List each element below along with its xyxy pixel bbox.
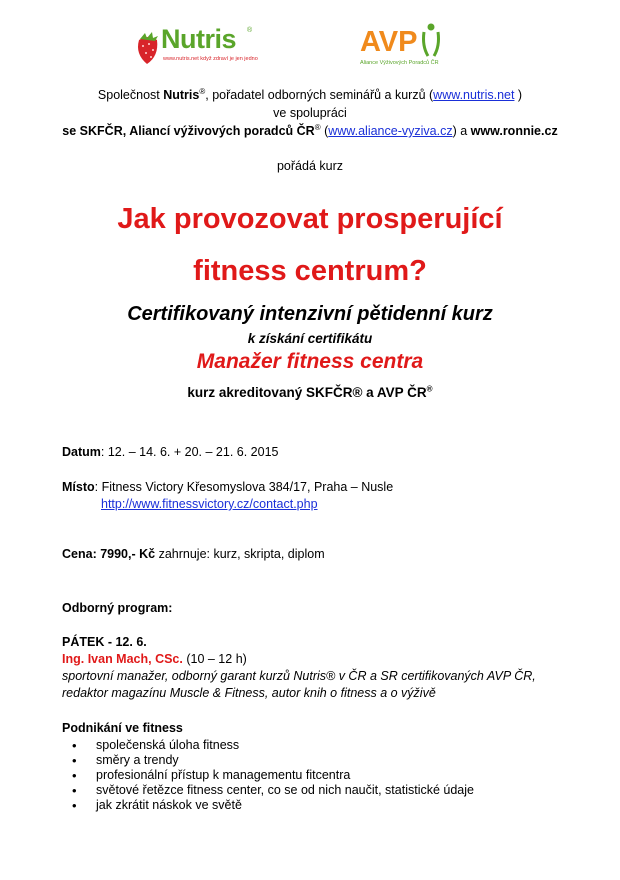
course-title-line-2: fitness centrum? — [193, 255, 427, 287]
intro-company: Nutris — [163, 88, 200, 102]
intro-text-3: ) — [514, 88, 523, 102]
intro-text-2: , pořadatel odborných seminářů a kurzů ( — [205, 88, 434, 102]
cena-label: Cena: 7990,- Kč — [62, 547, 156, 561]
nutris-logo — [133, 24, 263, 68]
lecturer-bio-1: sportovní manažer, odborný garant kurzů Nutris® v ČR a SR certifikovaných AVP ČR, — [62, 669, 536, 683]
lecturer-name: Ing. Ivan Mach, CSc. — [62, 652, 183, 666]
cena-row — [62, 546, 325, 562]
day-heading: PÁTEK - 12. 6. — [62, 635, 147, 649]
datum-value: : 12. – 14. 6. + 20. – 21. 6. 2015 — [100, 445, 279, 459]
accreditation-reg: ® — [426, 384, 433, 394]
accreditation-text: kurz akreditovaný SKFČR® a AVP ČR — [187, 385, 427, 400]
intro-text: Společnost — [97, 88, 164, 102]
intro-open: ( — [320, 124, 329, 138]
datum-row — [62, 444, 278, 460]
cena-value: zahrnuje: kurz, skripta, diplom — [155, 547, 325, 561]
lecturer-bio-2: redaktor magazínu Muscle & Fitness, autor knih o fitness a o výživě — [62, 686, 436, 700]
intro-partners: se SKFČR, Aliancí výživových poradců ČR — [62, 124, 315, 138]
fitness-victory-link[interactable]: http://www.fitnessvictory.cz/contact.php — [101, 497, 318, 511]
lecturer-time: (10 – 12 h) — [182, 652, 247, 666]
ronnie-link[interactable]: www.ronnie.cz — [470, 124, 558, 138]
list-item: • světové řetězce fitness center, co se od nich naučit, statistické údaje — [62, 783, 474, 798]
avp-logo-tagline: Aliance Výživových Poradců ČR — [360, 60, 439, 66]
nutris-link[interactable]: www.nutris.net — [433, 88, 515, 102]
intro-reg: ® — [199, 86, 206, 96]
accreditation — [0, 385, 620, 400]
list-item: • směry a trendy — [62, 753, 474, 768]
datum-label: Datum — [62, 445, 101, 459]
lecturer-row — [62, 651, 247, 667]
aliance-link[interactable]: www.aliance-vyziva.cz — [328, 124, 453, 138]
avp-logo-name: AVP — [360, 26, 418, 58]
intro-partners-reg: ® — [314, 122, 321, 132]
nutris-logo-tagline: www.nutris.net když zdraví je jen jedno — [163, 56, 258, 62]
program-heading: Odborný program: — [62, 601, 173, 615]
list-item: • společenská úloha fitness — [62, 738, 474, 753]
course-subtitle: Certifikovaný intenzivní pětidenní kurz — [127, 303, 493, 325]
figure-icon — [420, 22, 442, 58]
intro-mid: ) a — [452, 124, 471, 138]
topic-heading: Podnikání ve fitness — [62, 721, 183, 735]
misto-row — [62, 479, 393, 495]
certificate-name: Manažer fitness centra — [196, 350, 424, 373]
course-title-line-1: Jak provozovat prosperující — [117, 203, 503, 235]
course-subtitle-2: k získání certifikátu — [247, 331, 373, 346]
list-item: • profesionální přístup k managementu fitcentra — [62, 768, 474, 783]
intro-line-4: pořádá kurz — [276, 159, 343, 173]
nutris-logo-reg: ® — [247, 27, 253, 34]
avp-logo — [360, 22, 470, 72]
intro-line-2: ve spolupráci — [273, 106, 347, 120]
topic-list — [62, 738, 474, 813]
intro-line-1 — [0, 87, 620, 103]
nutris-logo-name: Nutris — [161, 24, 237, 54]
list-item: • jak zkrátit náskok ve světě — [62, 798, 474, 813]
misto-value: : Fitness Victory Křesomyslova 384/17, Praha – Nusle — [94, 480, 394, 494]
intro-line-3 — [0, 123, 620, 139]
misto-label: Místo — [62, 480, 95, 494]
